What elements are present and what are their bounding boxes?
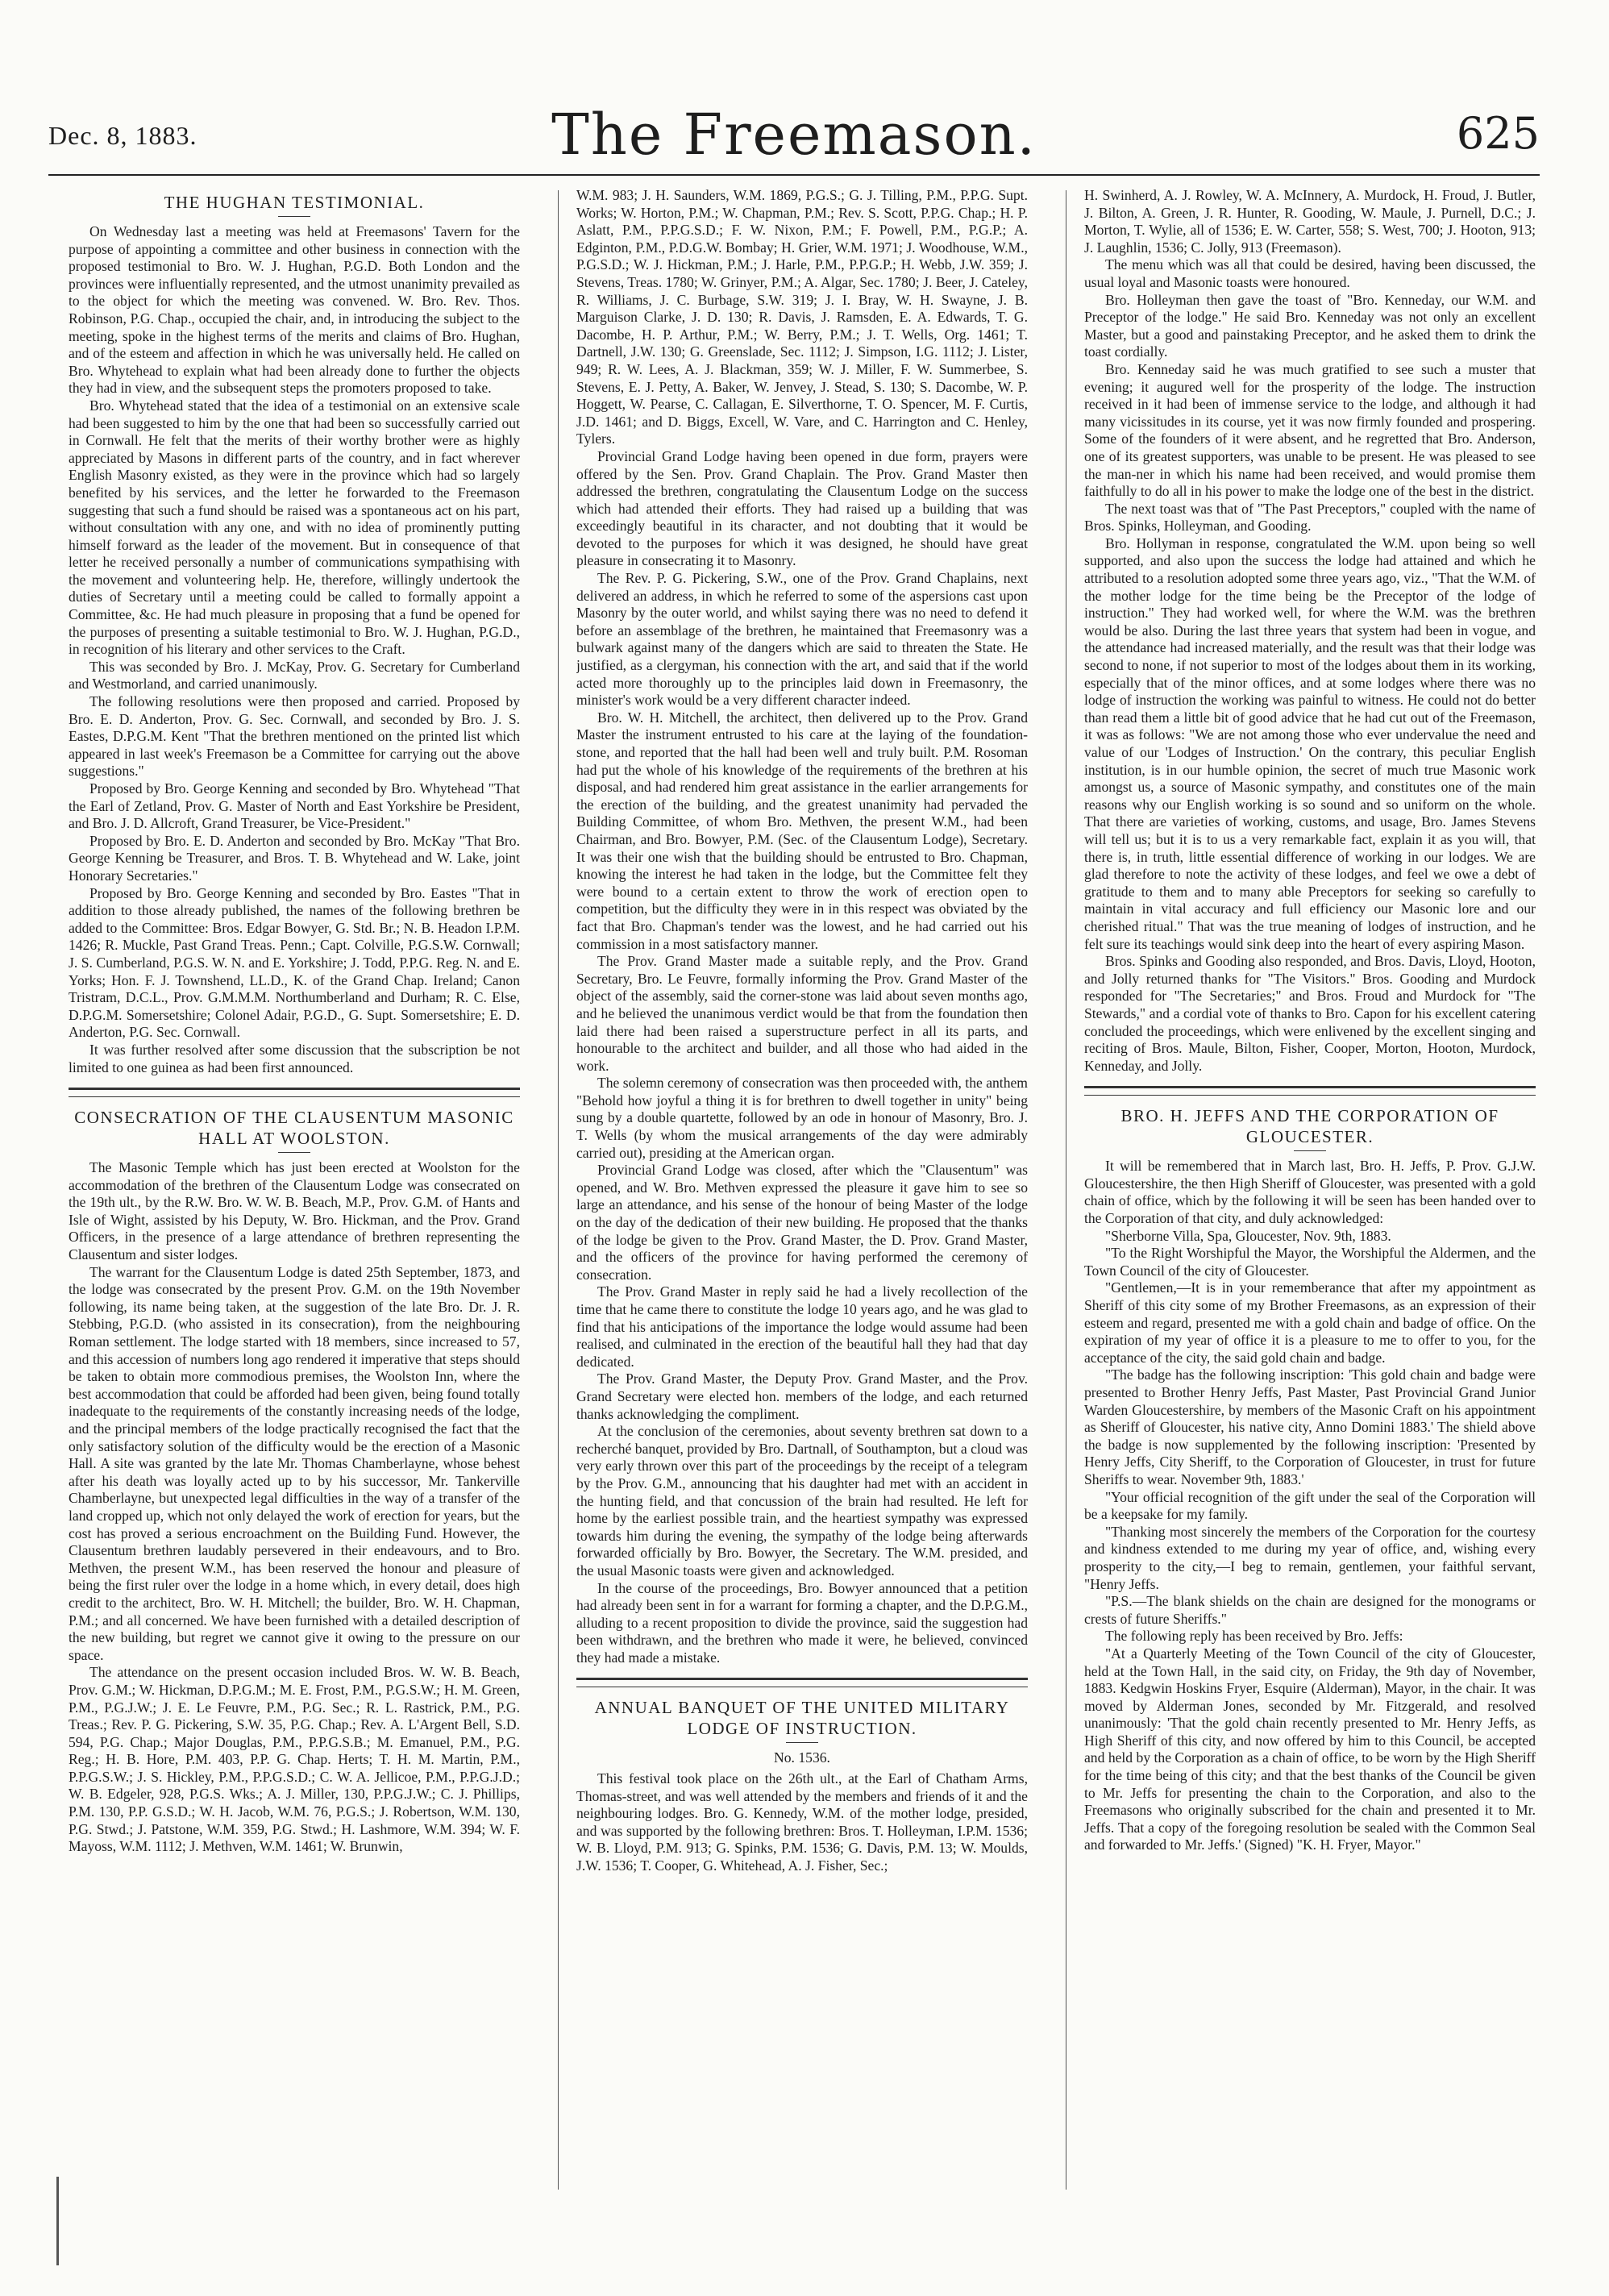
article-paragraph: Proposed by Bro. George Kenning and seconded by Bro. Eastes "That in addition to those already published, the names of the following brethren be added to the Committee: Bros. Edgar Bowyer, G. Std. Br.; N. B. Headon I.P.M. 1426; R. Muckle, Past Grand Treas. Penn.; Capt. Colville, P.G.S.W. Cornwall; J. S. Cumberland, P.G.S. W. N. and E. Yorkshire; J. Todd, P.P.G. Reg. N. and E. Yorks; Hon. F. J. Townshend, LL.D., K. of the Grand Chap. Ireland; Canon Tristram, D.C.L., Prov. G.M.M.M. Northumberland and Durham; R. C. Else, D.P.G.M. Somersetshire; Colonel Adair, P.G.D., G. Supt. Somersetshire; E. D. Anderton, P.G. Sec. Cornwall.: [69, 884, 520, 1041]
article-paragraph: At the conclusion of the ceremonies, about seventy brethren sat down to a recherché banquet, provided by Bro. Dartnall, of Southampton, but a cloud was very early thrown over this part of the proceedings by the receipt of a telegram by the Prov. G.M., announcing that his daughter had met with an accident in the hunting field, and that concussion of the brain had resulted. He left for home by the earliest possible train, and the heartiest sympathy was expressed towards him during the evening, the sympathy of the lodge being afterwards forwarded officially by Bro. Bowyer, the Secretary. The W.M. presided, and the usual Masonic toasts were given and acknowledged.: [576, 1423, 1028, 1578]
column-divider: [558, 190, 559, 2190]
article-paragraph: "Your official recognition of the gift under the seal of the Corporation will be a keepsake for my family.: [1084, 1488, 1536, 1523]
article-paragraph: "At a Quarterly Meeting of the Town Council of the city of Gloucester, held at the Town Hall, in the said city, on Friday, the 9th day of November, 1883. Kedgwin Hoskins Fryer, Esquire (Alderman), Mayor, in the chair. It was moved by Alderman Jones, seconded by Mr. Fitzgerald, and resolved unanimously: 'That the gold chain recently presented to Mr. Henry Jeffs, as High Sheriff of this city, and now offered by him to this Council, be accepted and held by the Corporation as a chain of office, to be worn by the High Sheriff for the time being of this city; and that the best thanks of the Council be given to Mr. Jeffs for presenting the chain to the Corporation, and also to the Freemasons who originally subscribed for the chain and presented it to Mr. Jeffs. That a copy of the foregoing resolution be sealed with the Common Seal and forwarded to Mr. Jeffs.' (Signed) "K. H. Fryer, Mayor.": [1084, 1645, 1536, 1853]
article-heading: ANNUAL BANQUET OF THE UNITED MILITARY LODGE OF INSTRUCTION.: [594, 1698, 1010, 1739]
article-paragraph: Provincial Grand Lodge was closed, after which the "Clausentum" was opened, and W. Bro. Methven expressed the pleasure it gave him to see so large an attendance, and his sense of the honour of being Master of the lodge on the day of the dedication of their new building. He proposed that the thanks of the lodge be given to the Prov. Grand Master, the D. Prov. Grand Master, and the officers of the province for having performed the ceremony of consecration.: [576, 1162, 1028, 1283]
article-paragraph: "The badge has the following inscription: 'This gold chain and badge were presented to Brother Henry Jeffs, Past Master, Past Provincial Grand Junior Warden Gloucestershire, by members of the Masonic Craft on his appointment as Sheriff of Gloucester, his native city, Anno Domini 1883.' The shield above the badge is now supplemented by the following inscription: 'Presented by Henry Jeffs, City Sheriff, to the Corporation of Gloucester, in trust for future Sheriffs to wear. November 9th, 1883.': [1084, 1366, 1536, 1487]
article-paragraph: Bro. Whytehead stated that the idea of a testimonial on an extensive scale had been suggested to him by the one that had been so successfully carried out in Cornwall. He felt that the merits of their worthy brother were as highly appreciated by Masons in different parts of the country, and in fact wherever English Masonry existed, as they were in the province which had so largely benefited by his services, and the letter he forwarded to the Freemason suggesting that such a fund should be raised was a spontaneous act on his part, without consultation with any one, and with no idea of prominently putting himself forward as the leader of the movement. But in consequence of that letter he received personally a number of communications sympathising with the movement and volunteering help. He, therefore, willingly undertook the duties of Secretary until a meeting could be called to formally appoint a Committee, &c. He had much pleasure in proposing that a fund be opened for the purposes of presenting a suitable testimonial to Bro. W. J. Hughan, P.G.D., in recognition of his literary and other services to the Craft.: [69, 397, 520, 658]
article-paragraph: "P.S.—The blank shields on the chain are designed for the monograms or crests of future Sheriffs.": [1084, 1593, 1536, 1627]
article-paragraph: Proposed by Bro. George Kenning and seconded by Bro. Whytehead "That the Earl of Zetland, Prov. G. Master of North and East Yorkshire be President, and Bro. J. D. Allcroft, Grand Treasurer, be Vice-President.": [69, 780, 520, 832]
article-paragraph: Proposed by Bro. E. D. Anderton and seconded by Bro. McKay "That Bro. George Kenning be Treasurer, and Bros. T. B. Whytehead and W. Lake, joint Honorary Secretaries.": [69, 832, 520, 884]
article-paragraph: Bro. Hollyman in response, congratulated the W.M. upon being so well supported, and also upon the success the lodge had attained and which he attributed to a resolution adopted some three years ago, viz., "That the W.M. of the mother lodge for the time being be the Preceptor of the lodge of instruction." They had worked well, for where the W.M. was the brethren would be also. During the last three years that system had been in vogue, and the attendance had increased materially, and the result was that their lodge was second to none, if not superior to most of the lodges about them in its working, especially that of the minor offices, and at some lodges where there was no lodge of instruction the working was painful to witness. He could not do better than read them a little bit of good advice that he had cut out of the Freemason, it was as follows: "We are not among those who ever undervalue the need and value of our 'Lodges of Instruction.' On the contrary, this peculiar English institution, is in our humble opinion, the secret of much true Masonic work amongst us, a source of Masonic sympathy, and constitutes one of the main reasons why our English working is so sound and so uniform on the whole. That there are varieties of working, customs, and usage, Bro. James Stevens will tell us; but it is to us a very remarkable fact, explain it as you will, that there is, in truth, little essential difference of working in our lodges. We are glad therefore to note the activity of these lodges, and feel we owe a debt of gratitude to them and to many able Preceptors for seeking so carefully to maintain in vital accuracy and full efficiency our Masonic lore and our cherished ritual." That was the true meaning of lodges of instruction, and he felt sure its teachings would sink deep into the heart of every aspiring Mason.: [1084, 534, 1536, 952]
article-paragraph: "Gentlemen,—It is in your rememberance that after my appointment as Sheriff of this city some of my Brother Freemasons, as an expression of their esteem and regard, presented me with a gold chain and badge of office. On the expiration of my year of office it is a pleasure to me to offer to you, for the acceptance of the city, the said gold chain and badge.: [1084, 1279, 1536, 1366]
article-paragraph: "Sherborne Villa, Spa, Gloucester, Nov. 9th, 1883.: [1105, 1227, 1391, 1244]
margin-rule: [56, 2177, 59, 2265]
article-paragraph: W.M. 983; J. H. Saunders, W.M. 1869, P.G.S.; G. J. Tilling, P.M., P.P.G. Supt. Works; W. Horton, P.M.; W. Chapman, P.M.; Rev. S. Scott, P.P.G. Chap.; H. P. Aslatt, P.M., P.P.G.S.D.; F. W. Nixon, P.M.; F. Powell, P.M., P.G.P.; A. Edginton, P.M., P.D.G.W. Bombay; H. Grier, W.M. 1971; J. Woodhouse, W.M., P.G.S.D.; W. J. Hickman, P.M.; J. Harle, P.M., P.P.G.P.; H. Webb, J.W. 359; J. Stevens, Treas. 1780; W. Grinyer, P.M.; A. Algar, Sec. 1780; J. Beer, J. Cateley, R. Williams, J. C. Burbage, S.W. 319; J. I. Bray, W. H. Swayne, J. B. Marguison Clarke, J. D. 130; R. Davis, J. Ramsden, E. A. Edwards, T. G. Dacombe, H. P. Arthur, P.M.; W. Berry, P.M.; J. T. Wells, Org. 1461; T. Dartnell, J.W. 130; G. Greenslade, Sec. 1112; J. Simpson, I.G. 1112; J. Lister, 949; R. W. Lees, A. J. Blackman, 359; W. J. Miller, F. W. Summerbee, S. Stevens, E. J. Petty, A. Baker, W. Jenvey, J. Stead, S. 130; S. Dacombe, W. P. Hoggett, W. Pearse, C. Callagan, E. Silverthorne, T. O. Spencer, M. F. Curtis, J.D. 1461; and D. Biggs, Excell, W. Vare, and C. Harrington and C. Henley, Tylers.: [576, 187, 1028, 447]
heading-dash: [786, 1742, 818, 1743]
column-2: [576, 187, 1028, 2243]
article-paragraph: The Prov. Grand Master made a suitable reply, and the Prov. Grand Secretary, Bro. Le Feuvre, formally informing the Prov. Grand Master of the object of the assembly, said the corner-stone was laid about seven months ago, and he believed the unanimous verdict would be that from the foundation then laid there had been raised a superstructure perfect in all its parts, and honourable to the architect and builder, and all those who had aided in the work.: [576, 953, 1028, 1074]
article-paragraph: This was seconded by Bro. J. McKay, Prov. G. Secretary for Cumberland and Westmorland, and carried unanimously.: [69, 658, 520, 693]
article-heading: THE HUGHAN TESTIMONIAL.: [164, 193, 425, 212]
article-paragraph: Provincial Grand Lodge having been opened in due form, prayers were offered by the Sen. Prov. Grand Chaplain. The Prov. Grand Master then addressed the brethren, congratulating the Clausentum Lodge on the success which had attended their efforts. They had raised up a building that was exceedingly beautiful in its character, and not doubting that it would be devoted to the purposes for which it was designed, he should have great pleasure in consecrating it to Masonry.: [576, 447, 1028, 569]
article-paragraph: The Masonic Temple which has just been erected at Woolston for the accommodation of the brethren of the Clausentum Lodge was consecrated on the 19th ult., by the R.W. Bro. W. W. B. Beach, M.P., Prov. G.M. of Hants and Isle of Wight, assisted by his Deputy, W. Bro. Hickman, and the Prov. Grand Officers, in the presence of a large attendance of brethren representing the Clausentum and sister lodges.: [69, 1159, 520, 1263]
article-paragraph: Bro. W. H. Mitchell, the architect, then delivered up to the Prov. Grand Master the instrument entrusted to his care at the laying of the foundation-stone, and reported that the hall had been well and truly built. P.M. Rosoman had put the whole of his knowledge of the requirements of the brethren at his disposal, and had rendered him great assistance in the earlier arrangements for the erection of the building, and the greatest unanimity had pervaded the Building Committee, of whom Bro. Methven, the present W.M., had been Chairman, and Bro. Bowyer, P.M. (Sec. of the Clausentum Lodge), Secretary. It was their one wish that the building should be entrusted to Bro. Chapman, knowing the interest he had taken in the lodge, but the Committee felt they were bound to a certain extent to throw the work of erection open to competition, but the difficulty they were in in this respect was obviated by the fact that Bro. Chapman's tender was the lowest, and he had carried out his commission in a most satisfactory manner.: [576, 709, 1028, 952]
article-paragraph: Bros. Spinks and Gooding also responded, and Bros. Davis, Lloyd, Hooton, and Jolly returned thanks for "The Visitors." Bros. Gooding and Murdock responded for "The Secretaries;" and Bros. Froud and Murdock for "The Stewards," and a cordial vote of thanks to Bro. Capon for his excellent catering concluded the proceedings, which were enlivened by the excellent singing and reciting of Bros. Maule, Bilton, Fisher, Cooper, Morton, Hooton, Murdock, Kenneday, and Jolly.: [1084, 953, 1536, 1074]
article-heading: BRO. H. JEFFS AND THE CORPORATION OF GLOUCESTER.: [1120, 1106, 1499, 1147]
article-paragraph: The next toast was that of "The Past Preceptors," coupled with the name of Bros. Spinks, Holleyman, and Gooding.: [1084, 500, 1536, 534]
article-paragraph: The solemn ceremony of consecration was then proceeded with, the anthem "Behold how joyful a thing it is for brethren to dwell together in unity" being sung by a double quartette, followed by an ode in honour of Masonry, Bro. J. T. Wells (by whom the musical arrangements of the day were admirably carried out), presiding at the American organ.: [576, 1075, 1028, 1161]
article-paragraph: H. Swinherd, A. J. Rowley, W. A. McInnery, A. Murdock, H. Froud, J. Butler, J. Bilton, A. Green, J. R. Hunter, R. Gooding, W. Maule, J. Purnell, D.C.; J. Morton, T. Wylie, all of 1536; E. W. Carter, 558; S. West, 700; J. Hooton, 913; J. Laughlin, 1536; C. Jolly, 913 (Freemason).: [1084, 187, 1536, 256]
article-paragraph: The Prov. Grand Master, the Deputy Prov. Grand Master, and the Prov. Grand Secretary were elected hon. members of the lodge, and each returned thanks acknowledging the compliment.: [576, 1371, 1028, 1422]
article-paragraph: The warrant for the Clausentum Lodge is dated 25th September, 1873, and the lodge was consecrated by the present Prov. G.M. on the 19th November following, its name being taken, at the suggestion of the late Bro. Dr. J. R. Stebbing, P.G.D. (who assisted in its consecration), from the neighbouring Roman settlement. The lodge started with 18 members, since increased to 57, and this accession of numbers long ago rendered it imperative that steps should be taken to obtain more commodious premises, the Woolston Inn, where the best accommodation that could be afforded had been given, being found totally inadequate to the requirements of the constantly increasing needs of the lodge, and the principal members of the lodge practically recognised the fact that the only satisfactory solution of the difficulty would be the erection of a Masonic Hall. A site was granted by the late Mr. Thomas Chamberlayne, whose behest after his death was loyally acted up to by his successor, Mr. Tankerville Chamberlayne, but unexpected legal difficulties in the way of a transfer of the land cropped up, which not only delayed the work of erection for years, but the cost has proved a serious encroachment on the Building Fund. However, the Clausentum brethren laudably persevered in their endeavours, and to Bro. Methven, the present W.M., has been reserved the honour and pleasure of being the first ruler over the lodge in a home which, in every detail, does high credit to the architect, Bro. W. H. Mitchell; the builder, Bro. W. H. Chapman, P.M.; and all concerned. We have been furnished with a detailed description of the new building, but regret we cannot give it owing to the pressure on our space.: [69, 1263, 520, 1663]
article-paragraph: Bro. Kenneday said he was much gratified to see such a muster that evening; it augured well for the prosperity of the lodge. The instruction received in it had been of immense service to the lodge, and although it had many vicissitudes in its course, yet it was now firmly founded and prospering. Some of the founders of it were absent, and he regretted that Bro. Anderson, one of its greatest supporters, was unable to be present. He was pleased to see the man-ner in which his name had been received, and would promise them faithfully to do all in his power to make the lodge one of the best in the district.: [1084, 360, 1536, 500]
heading-dash: [278, 216, 310, 217]
article-paragraph: The Rev. P. G. Pickering, S.W., one of the Prov. Grand Chaplains, next delivered an address, in which he referred to some of the aspersions cast upon Masonry by the outer world, and whilst saying there was no need to defend it before an assemblage of the brethren, he maintained that Freemasonry was a bulwark against many of the dangers which are said to threaten the State. He justified, as a clergyman, his connection with the art, and said that if the world acted more thoroughly up to the principles laid down in Freemasonry, the minister's work would be a very different character indeed.: [576, 570, 1028, 709]
article-subheading: No. 1536.: [774, 1749, 830, 1766]
column-1: [69, 187, 520, 2243]
masthead-rule: [48, 174, 1540, 176]
article-paragraph: In the course of the proceedings, Bro. Bowyer announced that a petition had already been sent in for a warrant for forming a chapter, and the D.P.G.M., alluding to a recent proposition to divide the province, said the suggestion had been withdrawn, and the brethren who made it were, he believed, convinced they had made a mistake.: [576, 1579, 1028, 1666]
article-separator: [1084, 1086, 1536, 1096]
article-paragraph: It will be remembered that in March last, Bro. H. Jeffs, P. Prov. G.J.W. Gloucestershire, the then High Sheriff of Gloucester, was presented with a gold chain of office, which by the following it will be seen has been handed over to the Corporation of that city, and duly acknowledged:: [1084, 1158, 1536, 1227]
column-3: [1084, 187, 1536, 2243]
article-paragraph: The Prov. Grand Master in reply said he had a lively recollection of the time that he came there to constitute the lodge 10 years ago, and he was glad to find that his anticipations of the importance the lodge would assume had been realised, and culminated in the erection of the beautiful hall they had that day dedicated.: [576, 1283, 1028, 1370]
page-number: 625: [1456, 108, 1540, 159]
article-paragraph: The following resolutions were then proposed and carried. Proposed by Bro. E. D. Anderton, Prov. G. Sec. Cornwall, and seconded by Bro. J. S. Eastes, D.P.G.M. Kent "That the brethren mentioned on the printed list which appeared in last week's Freemason be a Committee for carrying out the above suggestions.": [69, 693, 520, 780]
article-separator: [576, 1678, 1028, 1687]
article-paragraph: The following reply has been received by Bro. Jeffs:: [1105, 1628, 1403, 1645]
article-paragraph: This festival took place on the 26th ult., at the Earl of Chatham Arms, Thomas-street, and was well attended by the members and friends of it and the neighbouring lodges. Bro. G. Kennedy, W.M. of the mother lodge, presided, and was supported by the following brethren: Bros. T. Holleyman, I.P.M. 1536; W. B. Lloyd, P.M. 913; G. Spinks, P.M. 1536; G. Davis, P.M. 13; W. Moulds, J.W. 1536; T. Cooper, G. Whitehead, A. J. Fisher, Sec.;: [576, 1770, 1028, 1874]
article-paragraph: "To the Right Worshipful the Mayor, the Worshipful the Aldermen, and the Town Council of the city of Gloucester.: [1084, 1245, 1536, 1279]
article-paragraph: It was further resolved after some discussion that the subscription be not limited to one guinea as had been first announced.: [69, 1041, 520, 1075]
article-heading: CONSECRATION OF THE CLAUSENTUM MASONIC HALL AT WOOLSTON.: [74, 1108, 514, 1149]
masthead: [48, 97, 1540, 177]
article-paragraph: "Thanking most sincerely the members of the Corporation for the courtesy and kindness extended to me during my year of office, and, wishing every prosperity to the city,—I beg to remain, gentlemen, your faithful servant, "Henry Jeffs.: [1084, 1523, 1536, 1592]
heading-dash: [1294, 1150, 1326, 1151]
article-separator: [69, 1088, 520, 1097]
newspaper-title: The Freemason.: [551, 102, 1037, 168]
issue-date: Dec. 8, 1883.: [48, 121, 197, 150]
article-paragraph: On Wednesday last a meeting was held at Freemasons' Tavern for the purpose of appointing a committee and other business in connection with the proposed testimonial to Bro. W. J. Hughan, P.G.D. Both London and the provinces were influentially represented, and the utmost unanimity prevailed as to the object for which the meeting was convened. W. Bro. Rev. Thos. Robinson, P.G. Chap., occupied the chair, and, in introducing the subject to the meeting, spoke in the highest terms of the merits and claims of Bro. Hughan, and of the esteem and affection in which he was universally held. He called on Bro. Whytehead to explain what had been already done to further the objects they had in view, and the subsequent steps the promoters proposed to take.: [69, 223, 520, 397]
article-paragraph: The attendance on the present occasion included Bros. W. W. B. Beach, Prov. G.M.; W. Hickman, D.P.G.M.; M. E. Frost, P.M., P.G.S.W.; H. M. Green, P.M., P.G.J.W.; J. E. Le Feuvre, P.M., P.G. Sec.; R. L. Rastrick, P.M., P.G. Treas.; Rev. P. G. Pickering, S.W. 35, P.G. Chap.; Rev. A. L'Argent Bell, S.D. 594, P.G. Chap.; Major Douglas, P.M., P.P.G.S.B.; M. Emanuel, P.M., P.G. Reg.; H. B. Hore, P.M. 403, P.P. G. Chap. Herts; T. H. M. Martin, P.M., P.P.G.S.W.; J. S. Hickley, P.M., P.P.G.S.D.; C. W. A. Jellicoe, P.M., P.P.G.J.D.; W. B. Edgeler, 928, P.G.S. Wks.; A. J. Miller, 130, P.P.G.J.W.; C. J. Phillips, P.M. 130, P.P. G.S.D.; W. H. Jacob, W.M. 76, P.G.S.; J. Robertson, W.M. 130, P.G. Stwd.; J. Patstone, W.M. 359, P.G. Stwd.; H. Lashmore, W.M. 394; W. F. Mayoss, W.M. 1112; J. Methven, W.M. 1461; W. Brunwin,: [69, 1664, 520, 1855]
article-paragraph: Bro. Holleyman then gave the toast of "Bro. Kenneday, our W.M. and Preceptor of the lodge." He said Bro. Kenneday was not only an excellent Master, but a good and painstaking Preceptor, and he asked them to drink the toast cordially.: [1084, 291, 1536, 360]
heading-dash: [278, 1152, 310, 1153]
article-paragraph: The menu which was all that could be desired, having been discussed, the usual loyal and Masonic toasts were honoured.: [1084, 256, 1536, 290]
